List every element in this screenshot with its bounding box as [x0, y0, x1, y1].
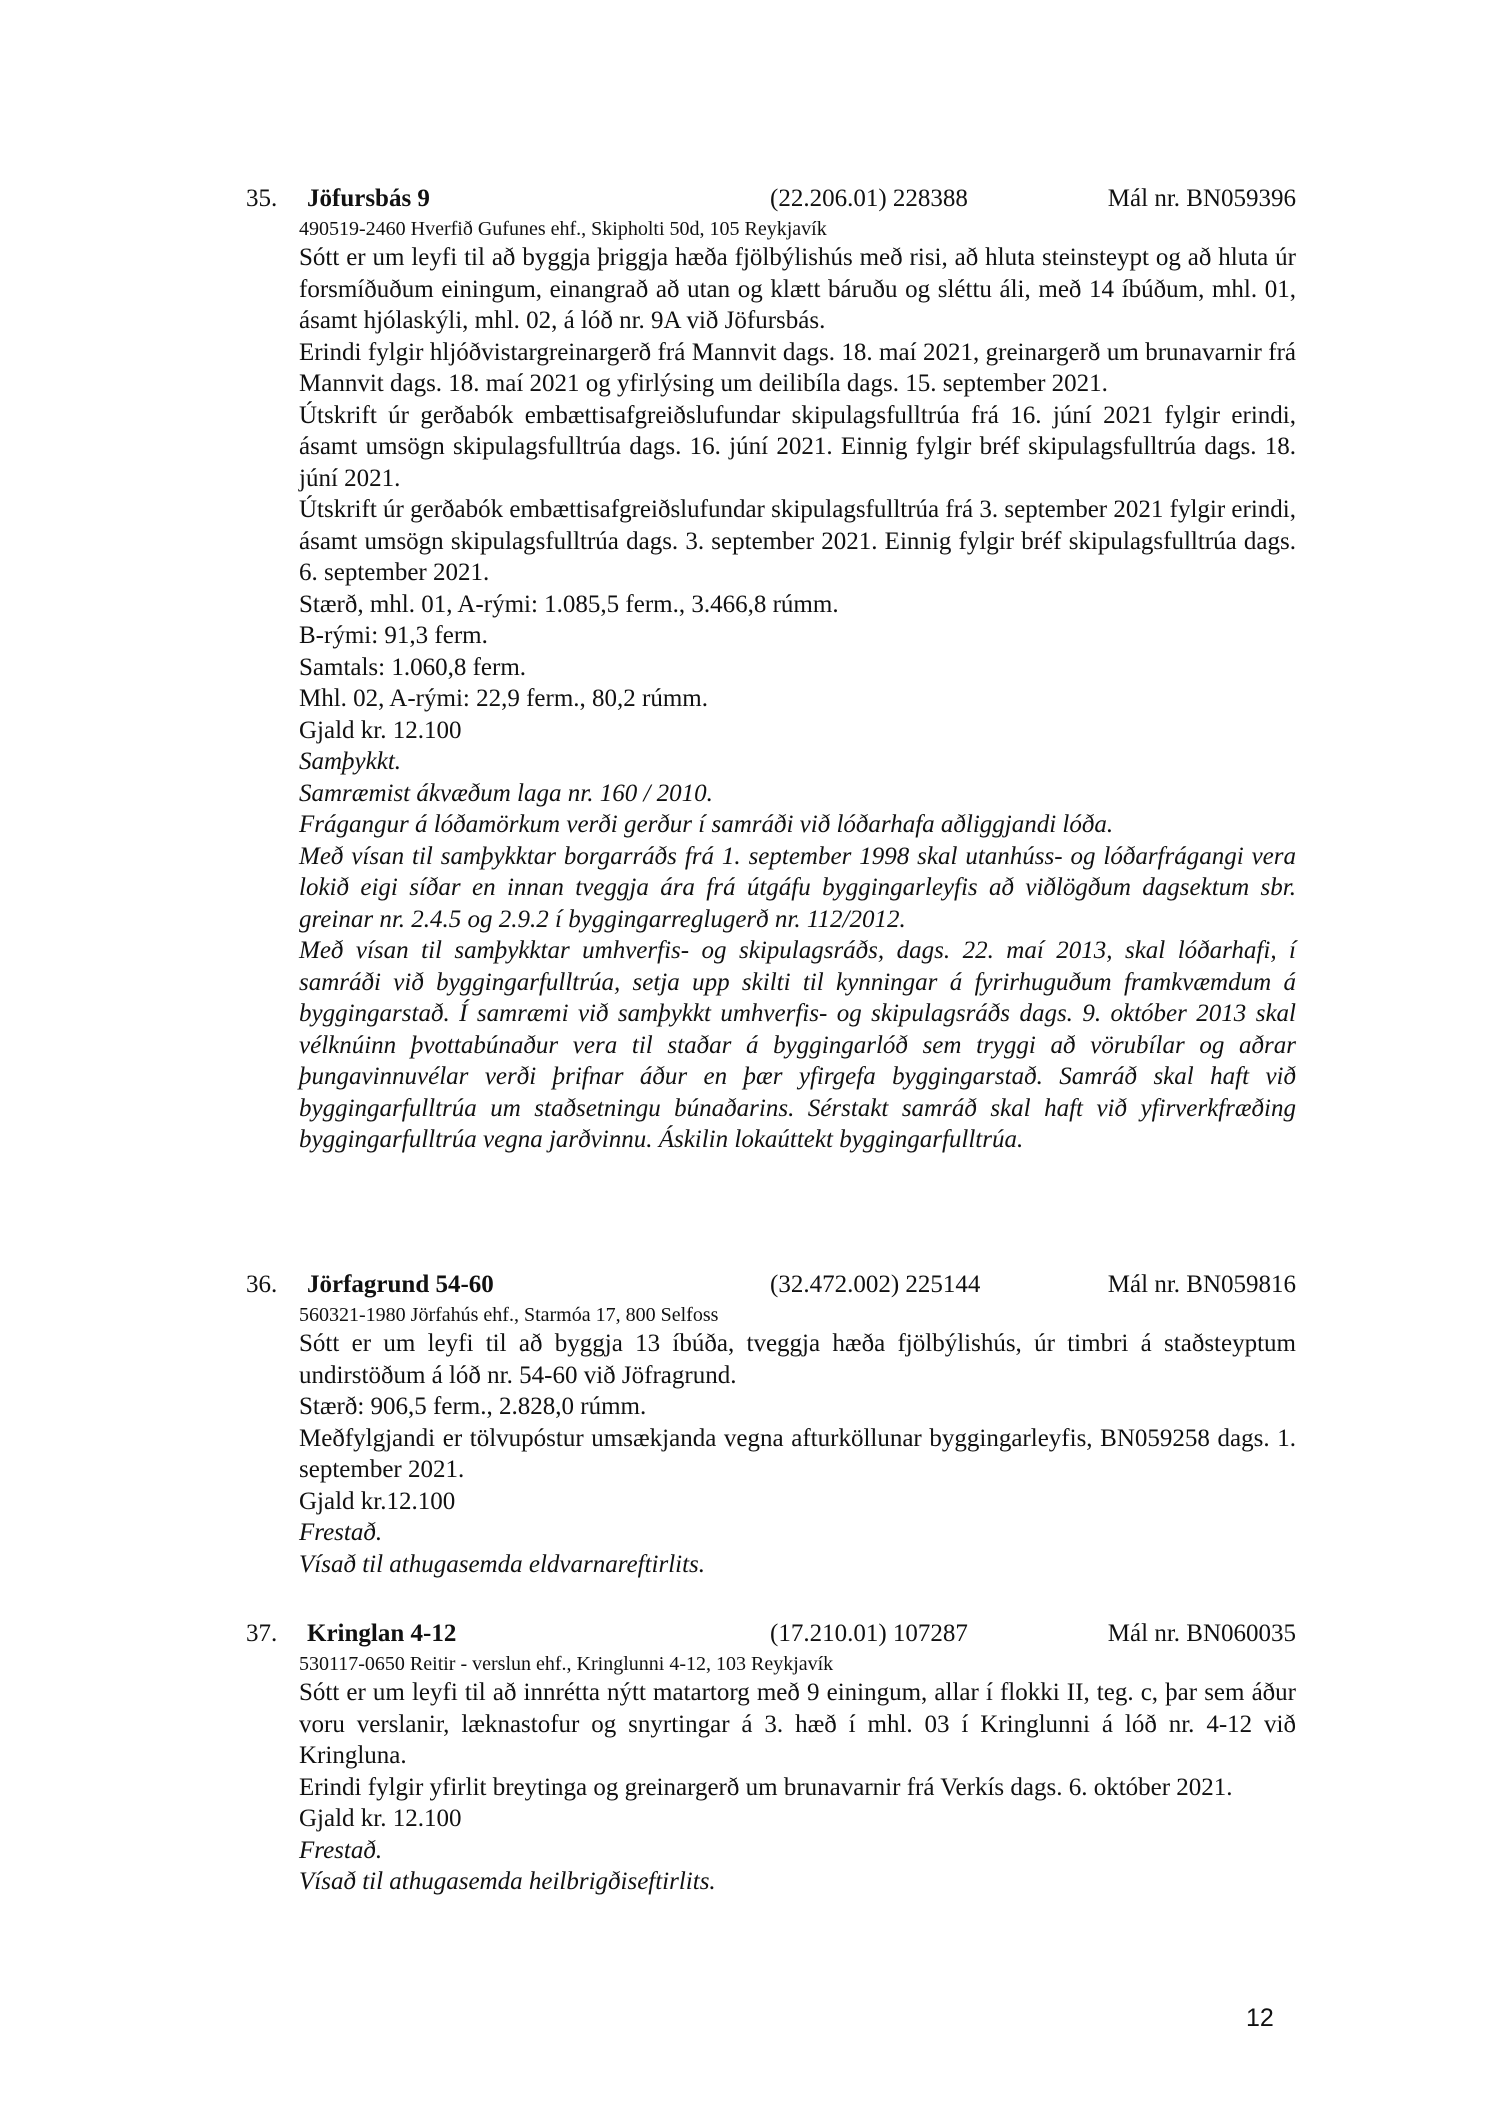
case-header: [246, 182, 1296, 216]
applicant: 530117-0650 Reitir - verslun ehf., Kringlunni 4-12, 103 Reykjavík: [299, 1653, 834, 1675]
case-paragraphs: [299, 1677, 1296, 1898]
case-paragraph: Gjald kr. 12.100: [299, 716, 462, 744]
decision-text: Samþykkt.: [299, 748, 402, 775]
case-entry: [246, 1268, 1296, 1580]
case-body: [299, 1302, 1296, 1580]
decision-text: Frestað.: [299, 1836, 383, 1864]
case-number-ref: Mál nr. BN060035: [1107, 1620, 1296, 1647]
case-paragraph: Meðfylgjandi er tölvupóstur umsækjanda vegna afturköllunar byggingarleyfis, BN059258 dags. 1. september 2021.: [299, 1424, 1296, 1483]
case-paragraph: Erindi fylgir hljóðvistargreinargerð frá Mannvit dags. 18. maí 2021, greinargerð um brunavarnir frá Mannvit dags. 18. maí 2021 og yfirlýsing um deilibíla dags. 15. september 2021.: [299, 338, 1296, 397]
decision-text: Vísað til athugasemda eldvarnareftirlits.: [299, 1550, 706, 1578]
case-paragraph: Sótt er um leyfi til að byggja 13 íbúða, tveggja hæða fjölbýlishús, úr timbri á staðsteyptum undirstöðum á lóð nr. 54-60 við Jöfragrund.: [299, 1330, 1296, 1389]
case-address: Jöfursbás 9: [307, 185, 430, 212]
case-paragraph: Sótt er um leyfi til að innrétta nýtt matartorg með 9 einingum, allar í flokki II, teg. c, þar sem áður voru verslanir, læknastofur og snyrtingar á 3. hæð í mhl. 03 í Kringlunni á lóð nr. 4-12 við Kringluna.: [299, 1679, 1296, 1769]
land-id: (17.210.01) 107287: [770, 1620, 968, 1647]
case-paragraph: B-rými: 91,3 ferm.: [299, 622, 488, 649]
decision-text: Frágangur á lóðamörkum verði gerður í samráði við lóðarhafa aðliggjandi lóða.: [299, 811, 1114, 838]
case-address: Kringlan 4-12: [307, 1620, 457, 1647]
decision-text: Með vísan til samþykktar borgarráðs frá 1. september 1998 skal utanhúss- og lóðarfrágangi vera lokið eigi síðar en innan tveggja ára frá útgáfu byggingarleyfis að viðlögðum dagsektum sbr. greinar nr. 2.4.5 og 2.9.2 í byggingarreglugerð nr. 112/2012.: [299, 842, 1296, 933]
case-paragraph: Gjald kr. 12.100: [299, 1805, 462, 1832]
case-number-ref: Mál nr. BN059816: [1107, 1271, 1296, 1298]
case-entry: [246, 182, 1296, 1156]
case-paragraph: Samtals: 1.060,8 ferm.: [299, 653, 527, 681]
case-paragraph: Erindi fylgir yfirlit breytinga og greinargerð um brunavarnir frá Verkís dags. 6. október 2021.: [299, 1773, 1233, 1801]
case-number: 37.: [246, 1620, 278, 1647]
applicant: 560321-1980 Jörfahús ehf., Starmóa 17, 800 Selfoss: [299, 1304, 719, 1326]
case-address: Jörfagrund 54-60: [307, 1271, 494, 1298]
case-paragraphs: [299, 1328, 1296, 1580]
case-paragraph: Stærð: 906,5 ferm., 2.828,0 rúmm.: [299, 1393, 647, 1420]
case-body: [299, 216, 1296, 1156]
decision-text: Með vísan til samþykktar umhverfis- og skipulagsráðs, dags. 22. maí 2013, skal lóðarhafi, í samráði við byggingarfulltrúa, setja upp skilti til kynningar á fyrirhuguðum framkvæmdum á byggingarstað. Í samræmi við samþykkt umhverfis- og skipulagsráðs dags. 9. október 2013 skal vélknúinn þvottabúnaður vera til staðar á byggingarlóð sem tryggi að vörubílar og aðrar þungavinnuvélar verði þrifnar áður en þær yfirgefa byggingarstað. Samráð skal haft við byggingarfulltrúa um staðsetningu búnaðarins. Sérstakt samráð skal haft við yfirverkfræðing byggingarfulltrúa vegna jarðvinnu. Áskilin lokaúttekt byggingarfulltrúa.: [299, 937, 1296, 1153]
case-paragraph: Útskrift úr gerðabók embættisafgreiðslufundar skipulagsfulltrúa frá 16. júní 2021 fylgir erindi, ásamt umsögn skipulagsfulltrúa dags. 16. júní 2021. Einnig fylgir bréf skipulagsfulltrúa dags. 18. júní 2021.: [299, 401, 1296, 492]
case-paragraphs: [299, 242, 1296, 1156]
land-id: (32.472.002) 225144: [770, 1271, 981, 1298]
case-paragraph: Gjald kr.12.100: [299, 1487, 456, 1515]
case-header: [246, 1268, 1296, 1302]
land-id: (22.206.01) 228388: [770, 185, 968, 212]
case-number: 36.: [246, 1271, 278, 1298]
case-paragraph: Mhl. 02, A-rými: 22,9 ferm., 80,2 rúmm.: [299, 685, 708, 712]
decision-text: Frestað.: [299, 1519, 383, 1546]
case-header: [246, 1617, 1296, 1651]
applicant: 490519-2460 Hverfið Gufunes ehf., Skipholti 50d, 105 Reykjavík: [299, 218, 827, 240]
case-number-ref: Mál nr. BN059396: [1107, 185, 1296, 212]
case-paragraph: Útskrift úr gerðabók embættisafgreiðslufundar skipulagsfulltrúa frá 3. september 2021 fylgir erindi, ásamt umsögn skipulagsfulltrúa dags. 3. september 2021. Einnig fylgir bréf skipulagsfulltrúa dags. 6. september 2021.: [299, 496, 1296, 586]
decision-text: Samræmist ákvæðum laga nr. 160 / 2010.: [299, 779, 713, 807]
case-entry: [246, 1617, 1296, 1898]
case-paragraph: Sótt er um leyfi til að byggja þriggja hæða fjölbýlishús með risi, að hluta steinsteypt og að hluta úr forsmíðuðum einingum, einangrað að utan og klætt báruðu og sléttu áli, með 14 íbúðum, mhl. 01, ásamt hjólaskýli, mhl. 02, á lóð nr. 9A við Jöfursbás.: [299, 244, 1296, 334]
case-number: 35.: [246, 185, 278, 212]
page-number: 12: [1246, 2004, 1274, 2032]
case-body: [299, 1651, 1296, 1898]
decision-text: Vísað til athugasemda heilbrigðiseftirlits.: [299, 1868, 716, 1895]
case-paragraph: Stærð, mhl. 01, A-rými: 1.085,5 ferm., 3.466,8 rúmm.: [299, 590, 839, 618]
